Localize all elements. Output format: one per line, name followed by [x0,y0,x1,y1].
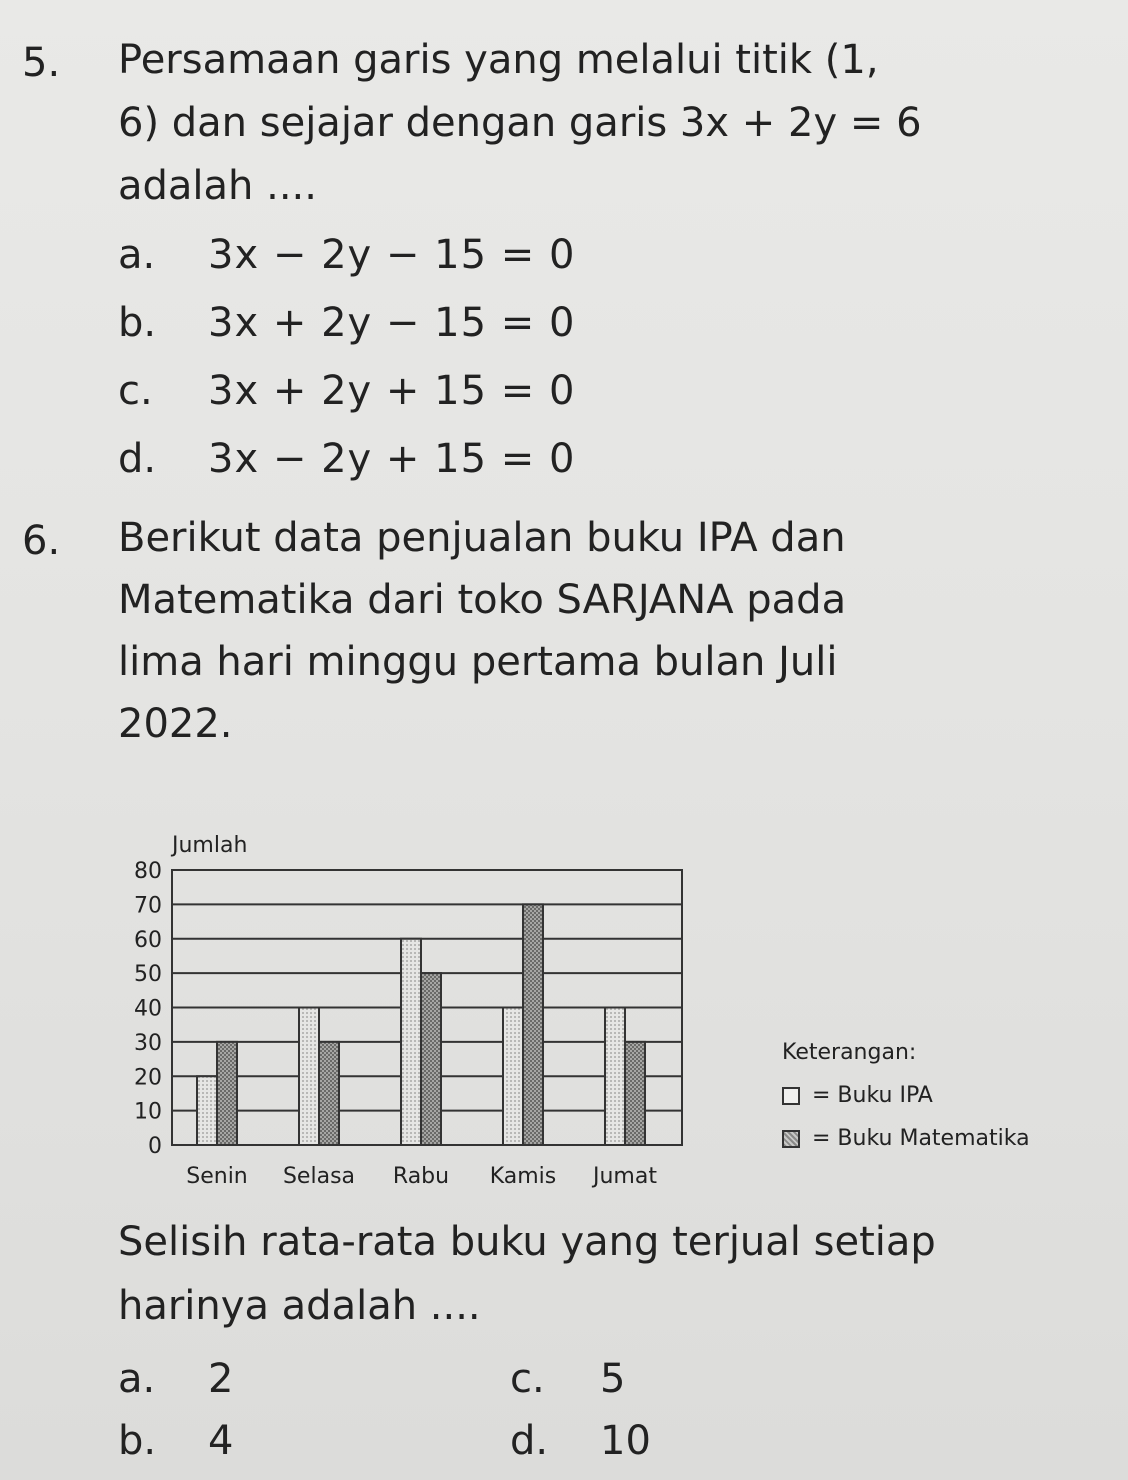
q6-option-c-text: 5 [600,1356,626,1402]
q6-question-line-1: Selisih rata-rata buku yang terjual setiap [118,1219,936,1265]
q5-option-b[interactable] [118,300,575,346]
bar-ipa-senin [197,1076,217,1145]
q6-option-a-text: 2 [208,1356,234,1402]
q6-option-c-label: c. [510,1356,545,1402]
q5-option-d-text: 3x − 2y + 15 = 0 [208,436,576,482]
q5-option-c[interactable] [118,368,575,414]
y-tick-label: 30 [134,1030,162,1056]
bar-ipa-jumat [605,1008,625,1146]
sales-bar-chart [110,820,710,1200]
bar-matematika-rabu [421,973,441,1145]
q5-number: 5. [22,40,61,86]
q5-line-3: adalah .... [118,163,317,209]
y-tick-label: 20 [134,1065,162,1091]
legend-label-mat: = Buku Matematika [812,1126,1030,1151]
q6-option-c[interactable] [510,1356,625,1402]
y-tick-label: 40 [134,996,162,1022]
x-tick-label: Kamis [489,1164,557,1189]
y-tick-label: 50 [134,962,162,988]
q6-option-a[interactable] [118,1356,233,1402]
bar-matematika-selasa [319,1042,339,1145]
legend-item-mat [782,1126,1030,1151]
bar-matematika-kamis [523,904,543,1145]
q6-option-b-text: 4 [208,1418,234,1464]
bar-matematika-jumat [625,1042,645,1145]
y-tick-label: 10 [134,1099,162,1125]
q5-option-d[interactable] [118,436,575,482]
y-tick-label: 0 [148,1134,162,1159]
chart-legend [782,1040,1030,1151]
y-tick-label: 80 [134,859,162,884]
q5-option-a-label: a. [118,232,156,278]
q5-option-c-text: 3x + 2y + 15 = 0 [208,368,576,414]
legend-item-ipa [782,1083,1030,1108]
q5-option-a[interactable] [118,232,575,278]
q6-option-d[interactable] [510,1418,651,1464]
q5-option-d-label: d. [118,436,157,482]
q6-line-1: Berikut data penjualan buku IPA dan [118,515,846,561]
q5-line-1: Persamaan garis yang melalui titik (1, [118,37,879,83]
q5-option-b-label: b. [118,300,157,346]
q6-question-line-2: harinya adalah .... [118,1283,481,1329]
q6-option-d-text: 10 [600,1418,651,1464]
legend-title: Keterangan: [782,1040,917,1065]
bar-matematika-senin [217,1042,237,1145]
x-tick-label: Jumat [593,1164,657,1189]
x-tick-label: Selasa [282,1164,356,1189]
q6-option-b[interactable] [118,1418,233,1464]
y-tick-label: 70 [134,893,162,919]
legend-swatch-mat [782,1130,800,1148]
y-tick-label: 60 [134,927,162,953]
bar-ipa-rabu [401,939,421,1145]
q6-option-a-label: a. [118,1356,156,1402]
legend-swatch-ipa [782,1087,800,1105]
legend-label-ipa: = Buku IPA [812,1083,933,1108]
q5-option-a-text: 3x − 2y − 15 = 0 [208,232,576,278]
q6-option-b-label: b. [118,1418,157,1464]
y-axis-label: Jumlah [172,833,248,858]
q6-number: 6. [22,518,61,564]
q6-line-2: Matematika dari toko SARJANA pada [118,577,847,623]
x-tick-label: Senin [186,1164,248,1189]
q5-option-c-label: c. [118,368,153,414]
bar-ipa-kamis [503,1008,523,1146]
x-tick-label: Rabu [392,1164,450,1189]
q6-line-4: 2022. [118,701,233,747]
bar-ipa-selasa [299,1008,319,1146]
q5-option-b-text: 3x + 2y − 15 = 0 [208,300,576,346]
q5-line-2: 6) dan sejajar dengan garis 3x + 2y = 6 [118,100,922,146]
q6-option-d-label: d. [510,1418,549,1464]
q6-line-3: lima hari minggu pertama bulan Juli [118,639,838,685]
